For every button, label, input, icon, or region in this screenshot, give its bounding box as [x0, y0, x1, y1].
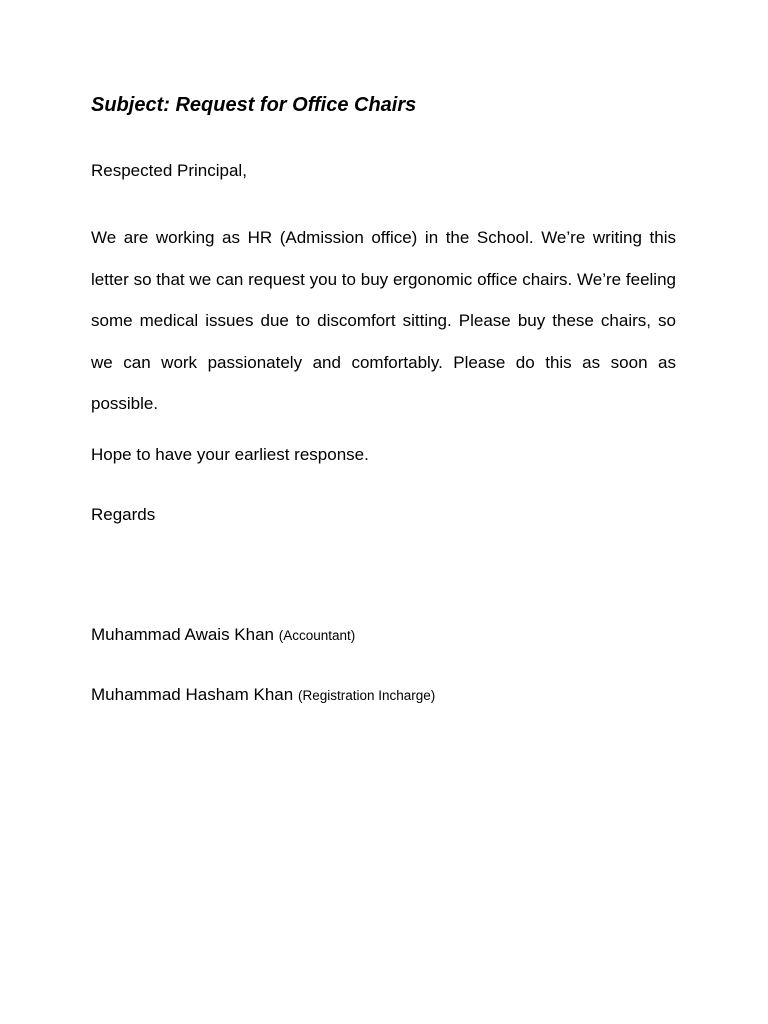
signatory-role: (Accountant): [278, 628, 356, 643]
letter-regards: Regards: [91, 505, 156, 524]
letter-closing: Hope to have your earliest response.: [91, 445, 369, 464]
letter-greeting: Respected Principal,: [91, 161, 247, 180]
letter-subject: Subject: Request for Office Chairs: [91, 94, 417, 116]
letter-body: We are working as HR (Admission office) in the School. We’re writing this letter so that we can request you to buy ergonomic office chairs. We’re feeling some medical issues due to discomfort sitting. Please buy these chairs, so we can work passionately and comfortably. Please do this as soon as possible.: [91, 228, 676, 413]
signatory-1: [91, 624, 355, 647]
signatory-2: [91, 684, 435, 707]
signatory-name: Muhammad Awais Khan: [91, 625, 275, 644]
signatory-role: (Registration Incharge): [297, 688, 436, 703]
signatory-name: Muhammad Hasham Khan: [91, 685, 294, 704]
